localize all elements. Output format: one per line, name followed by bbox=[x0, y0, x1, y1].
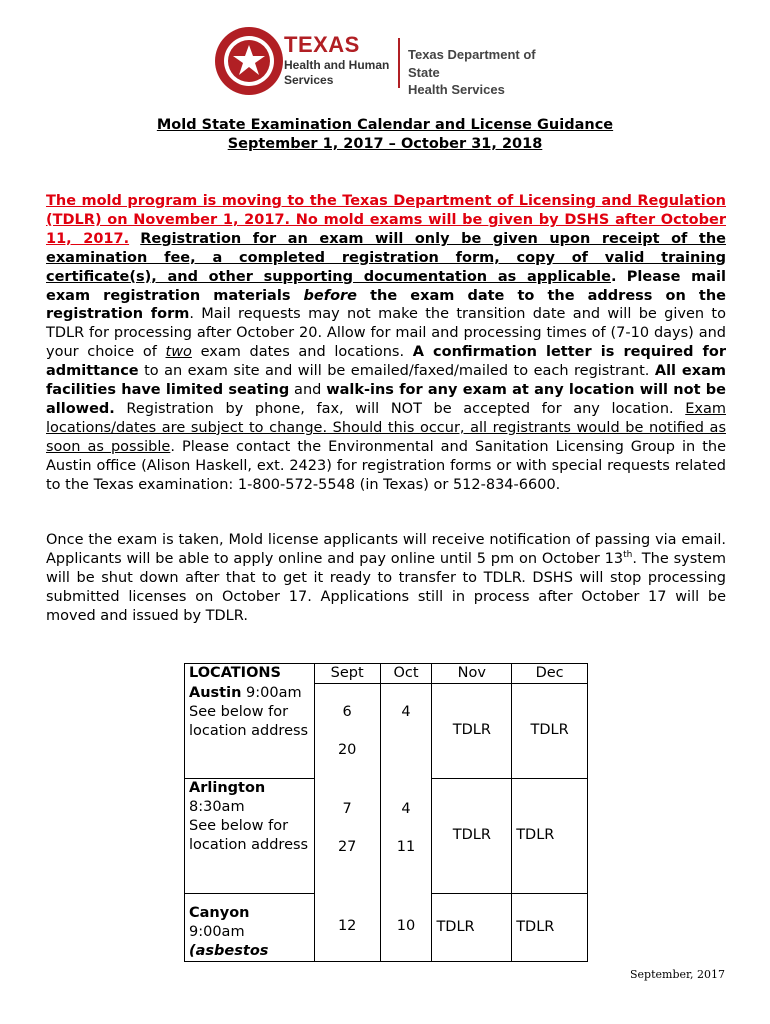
schedule-change-notice: Exam locations/dates are subject to change. Should this occur, all registrants would be notified as soon as possible bbox=[46, 400, 726, 455]
oct-dates: 4 11 bbox=[380, 778, 432, 893]
document-title: Mold State Examination Calendar and License Guidance bbox=[156, 117, 614, 133]
document-date-range: September 1, 2017 – October 31, 2018 bbox=[227, 136, 543, 152]
location-cell: Austin 9:00am See below for location address bbox=[185, 684, 315, 779]
exam-calendar-table bbox=[184, 663, 588, 962]
oct-dates: 10 bbox=[380, 893, 432, 961]
header-locations: LOCATIONS bbox=[185, 664, 315, 684]
location-cell: Arlington 8:30am See below for location address bbox=[185, 778, 315, 893]
location-cell: Canyon 9:00am (asbestos bbox=[185, 893, 315, 961]
header-sept: Sept bbox=[314, 664, 380, 684]
dshs-wordmark: Texas Department of State Health Services bbox=[408, 47, 536, 98]
footer-date: September, 2017 bbox=[630, 968, 726, 981]
table-row bbox=[185, 684, 588, 779]
license-paragraph: Once the exam is taken, Mold license applicants will receive notification of passing via email. Applicants will be able to apply online and pay online until 5 pm on October 13th. The system will be shut down after that to get it ready to transfer to TDLR. DSHS will stop processing submitted licenses on October 17. Applications still in process after October 17 will be moved and issued by TDLR. bbox=[46, 532, 726, 624]
dec-cell: TDLR bbox=[512, 684, 588, 779]
sept-dates: 6 20 bbox=[314, 684, 380, 779]
confirmation-letter-notice: A confirmation letter is required for admittance bbox=[46, 344, 726, 380]
header-logo bbox=[212, 24, 558, 98]
nov-cell: TDLR bbox=[432, 778, 512, 893]
dec-cell: TDLR bbox=[512, 778, 588, 893]
nov-cell: TDLR bbox=[432, 684, 512, 779]
table-row bbox=[185, 778, 588, 893]
registration-paragraph: The mold program is moving to the Texas Department of Licensing and Regulation (TDLR) on November 1, 2017. No mold exams will be given by DSHS after October 11, 2017. Registration for an exam will only be given upon receipt of the examination fee, a completed registration form, copy of valid training certificate(s), and other supporting documentation as applicable. Please mail exam registration materials before the exam date to the address on the registration form. Mail requests may not make the transition date and will be given to TDLR for processing after October 20. Allow for mail and processing times of (7-10 days) and your choice of two exam dates and locations. A confirmation letter is required for admittance to an exam site and will be emailed/faxed/mailed to each registrant. All exam facilities have limited seating and walk-ins for any exam at any location will not be allowed. Registration by phone, fax, will NOT be accepted for any location. Exam locations/dates are subject to change. Should this occur, all registrants would be notified as soon as possible. Please contact the Environmental and Sanitation Licensing Group in the Austin office (Alison Haskell, ext. 2423) for registration forms or with special requests related to the Texas examination: 1-800-572-5548 (in Texas) or 512-834-6600. bbox=[46, 193, 727, 493]
no-walkins-notice: walk-ins for any exam at any location will not be allowed. bbox=[46, 382, 726, 417]
header-nov: Nov bbox=[432, 664, 512, 684]
limited-seating-notice: All exam facilities have limited seating bbox=[46, 363, 726, 399]
header-dec: Dec bbox=[512, 664, 588, 684]
texas-star-seal-icon bbox=[212, 24, 286, 98]
tdlr-transition-notice: The mold program is moving to the Texas Department of Licensing and Regulation (TDLR) on November 1, 2017. No mold exams will be given by DSHS after October 11, 2017. bbox=[46, 193, 726, 247]
sept-dates: 7 27 bbox=[314, 778, 380, 893]
nov-cell: TDLR bbox=[432, 893, 512, 961]
dec-cell: TDLR bbox=[512, 893, 588, 961]
header-oct: Oct bbox=[380, 664, 432, 684]
table-row bbox=[185, 893, 588, 961]
registration-requirement: Registration for an exam will only be given upon receipt of the examination fee, a completed registration form, copy of valid training certificate(s), and other supporting documentation as applicable bbox=[46, 230, 726, 285]
logo-divider bbox=[398, 38, 400, 88]
oct-dates: 4 bbox=[380, 684, 432, 779]
sept-dates: 12 bbox=[314, 893, 380, 961]
hhs-wordmark: TEXAS Health and Human Services bbox=[284, 32, 390, 87]
table-header-row bbox=[185, 664, 588, 684]
